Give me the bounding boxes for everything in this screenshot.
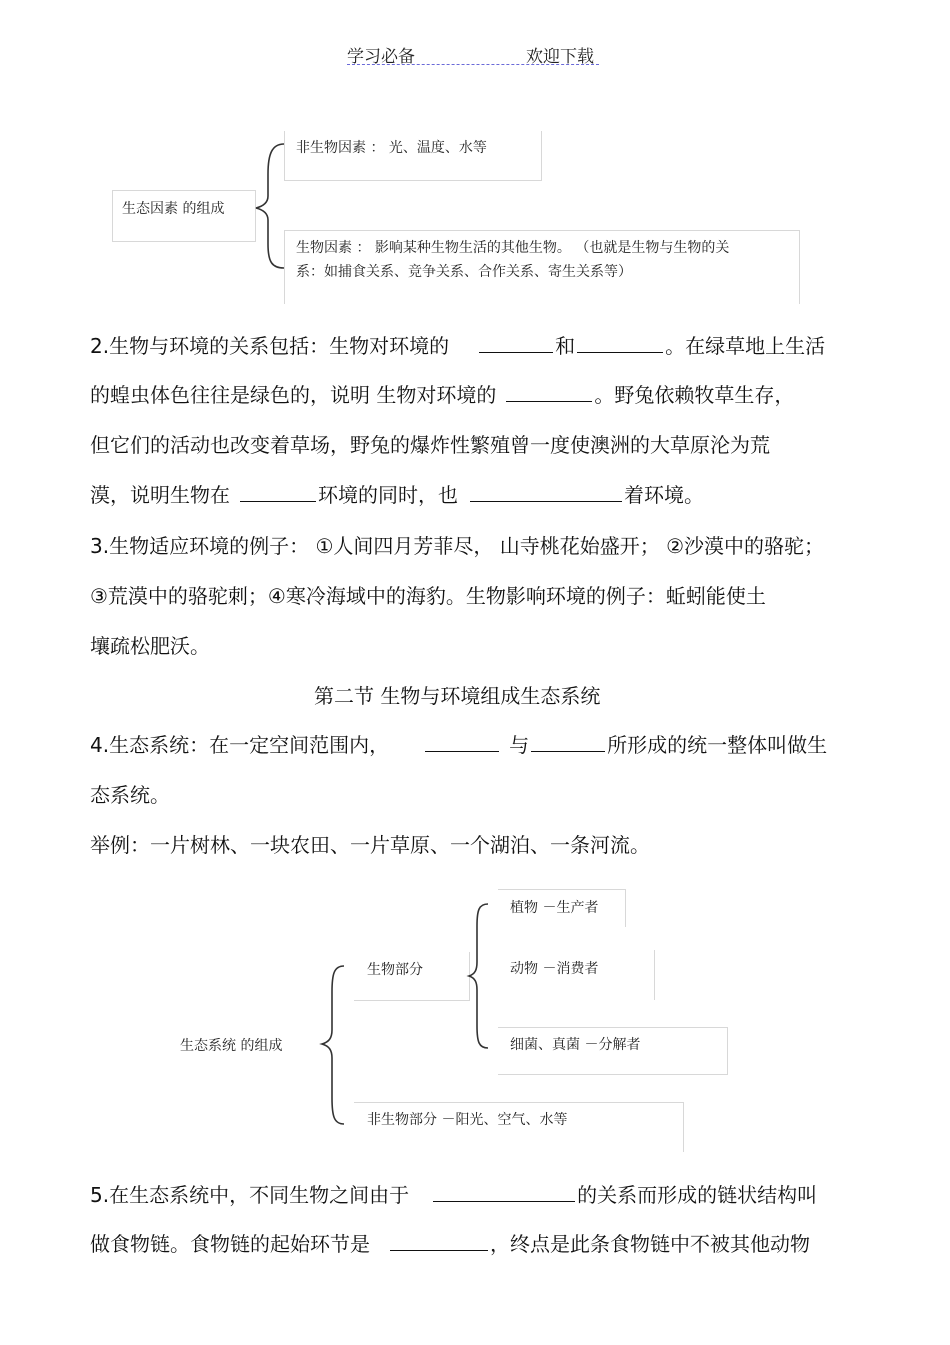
diagram2-abiotic-label: 非生物部分 －阳光、空气、水等 (367, 1112, 568, 1128)
diagram2-animals-label: 动物 －消费者 (510, 961, 599, 977)
diagram1-root-label: 生态因素 的组成 (122, 201, 225, 217)
q4-text-1b: 与 (509, 733, 530, 757)
q2-text-4c: 着环境。 (624, 483, 704, 507)
q4-line1 (90, 729, 827, 758)
diagram2-root-label: 生态系统 的组成 (180, 1038, 283, 1054)
q4-text-1c: 所形成的统一整体叫做生 (607, 733, 828, 757)
q2-line2 (90, 379, 794, 408)
q3-line3: 壤疏松肥沃。 (90, 634, 210, 658)
q5-line1 (90, 1179, 817, 1208)
diagram1-biotic-label-line1: 生物因素 ： 影响某种生物生活的其他生物。 （也就是生物与生物的关 (296, 240, 730, 256)
header-left: 学习必备 (347, 47, 415, 67)
q3-line1: 3.生物适应环境的例子： ①人间四月芳菲尽， 山寺桃花始盛开； ②沙漠中的骆驼； (90, 534, 825, 558)
diagram1-biotic-label-line2: 系：如捕食关系、竞争关系、合作关系、寄生关系等） (296, 264, 632, 280)
diagram2-main-brace-icon (318, 962, 348, 1128)
q2-text-1a: 2.生物与环境的关系包括：生物对环境的 (90, 334, 450, 358)
diagram1-abiotic-label: 非生物因素 ： 光、温度、水等 (296, 140, 487, 156)
q2-text-4a: 漠，说明生物在 (90, 483, 230, 507)
q2-blank-2[interactable] (577, 334, 663, 353)
q2-blank-3[interactable] (506, 383, 592, 402)
q2-text-2b: 。野兔依赖牧草生存， (594, 383, 795, 407)
q2-text-1b: 和 (555, 334, 576, 358)
q4-text-1a: 4.生态系统：在一定空间范围内， (90, 733, 390, 757)
q5-text-2a: 做食物链。食物链的起始环节是 (90, 1232, 370, 1256)
q2-blank-4[interactable] (240, 483, 316, 502)
q5-line2 (90, 1228, 810, 1257)
q2-text-2a: 的蝗虫体色往往是绿色的，说明 生物对环境的 (90, 383, 497, 407)
q4-line2: 态系统。 (90, 783, 170, 807)
q3-line2: ③荒漠中的骆驼刺；④寒冷海域中的海豹。生物影响环境的例子：蚯蚓能使土 (90, 584, 766, 608)
q5-text-1b: 的关系而形成的链状结构叫 (577, 1183, 818, 1207)
header-right: 欢迎下载 (526, 47, 594, 67)
q4-blank-1[interactable] (425, 733, 499, 752)
diagram2-plants-label: 植物 －生产者 (510, 900, 599, 916)
q2-line1 (90, 330, 825, 359)
diagram2-biotic-brace-icon (466, 900, 492, 1052)
q5-blank-2[interactable] (390, 1232, 488, 1251)
q2-blank-1[interactable] (479, 334, 553, 353)
header-divider (347, 64, 599, 65)
q2-blank-5[interactable] (470, 483, 622, 502)
q4-blank-2[interactable] (531, 733, 605, 752)
q4-example: 举例：一片树林、一块农田、一片草原、一个湖泊、一条河流。 (90, 833, 650, 857)
q2-text-4b: 环境的同时，也 (318, 483, 458, 507)
q5-text-2b: ，终点是此条食物链中不被其他动物 (490, 1232, 810, 1256)
diagram2-biotic-label: 生物部分 (367, 962, 423, 978)
q2-line3: 但它们的活动也改变着草场，野兔的爆炸性繁殖曾一度使澳洲的大草原沦为荒 (90, 433, 770, 457)
q5-blank-1[interactable] (433, 1183, 575, 1202)
q5-text-1a: 5.在生态系统中，不同生物之间由于 (90, 1183, 410, 1207)
section-title: 第二节 生物与环境组成生态系统 (314, 684, 601, 708)
q2-line4 (90, 479, 704, 508)
q2-text-1c: 。在绿草地上生活 (665, 334, 826, 358)
diagram2-decomposers-label: 细菌、真菌 －分解者 (510, 1037, 641, 1053)
